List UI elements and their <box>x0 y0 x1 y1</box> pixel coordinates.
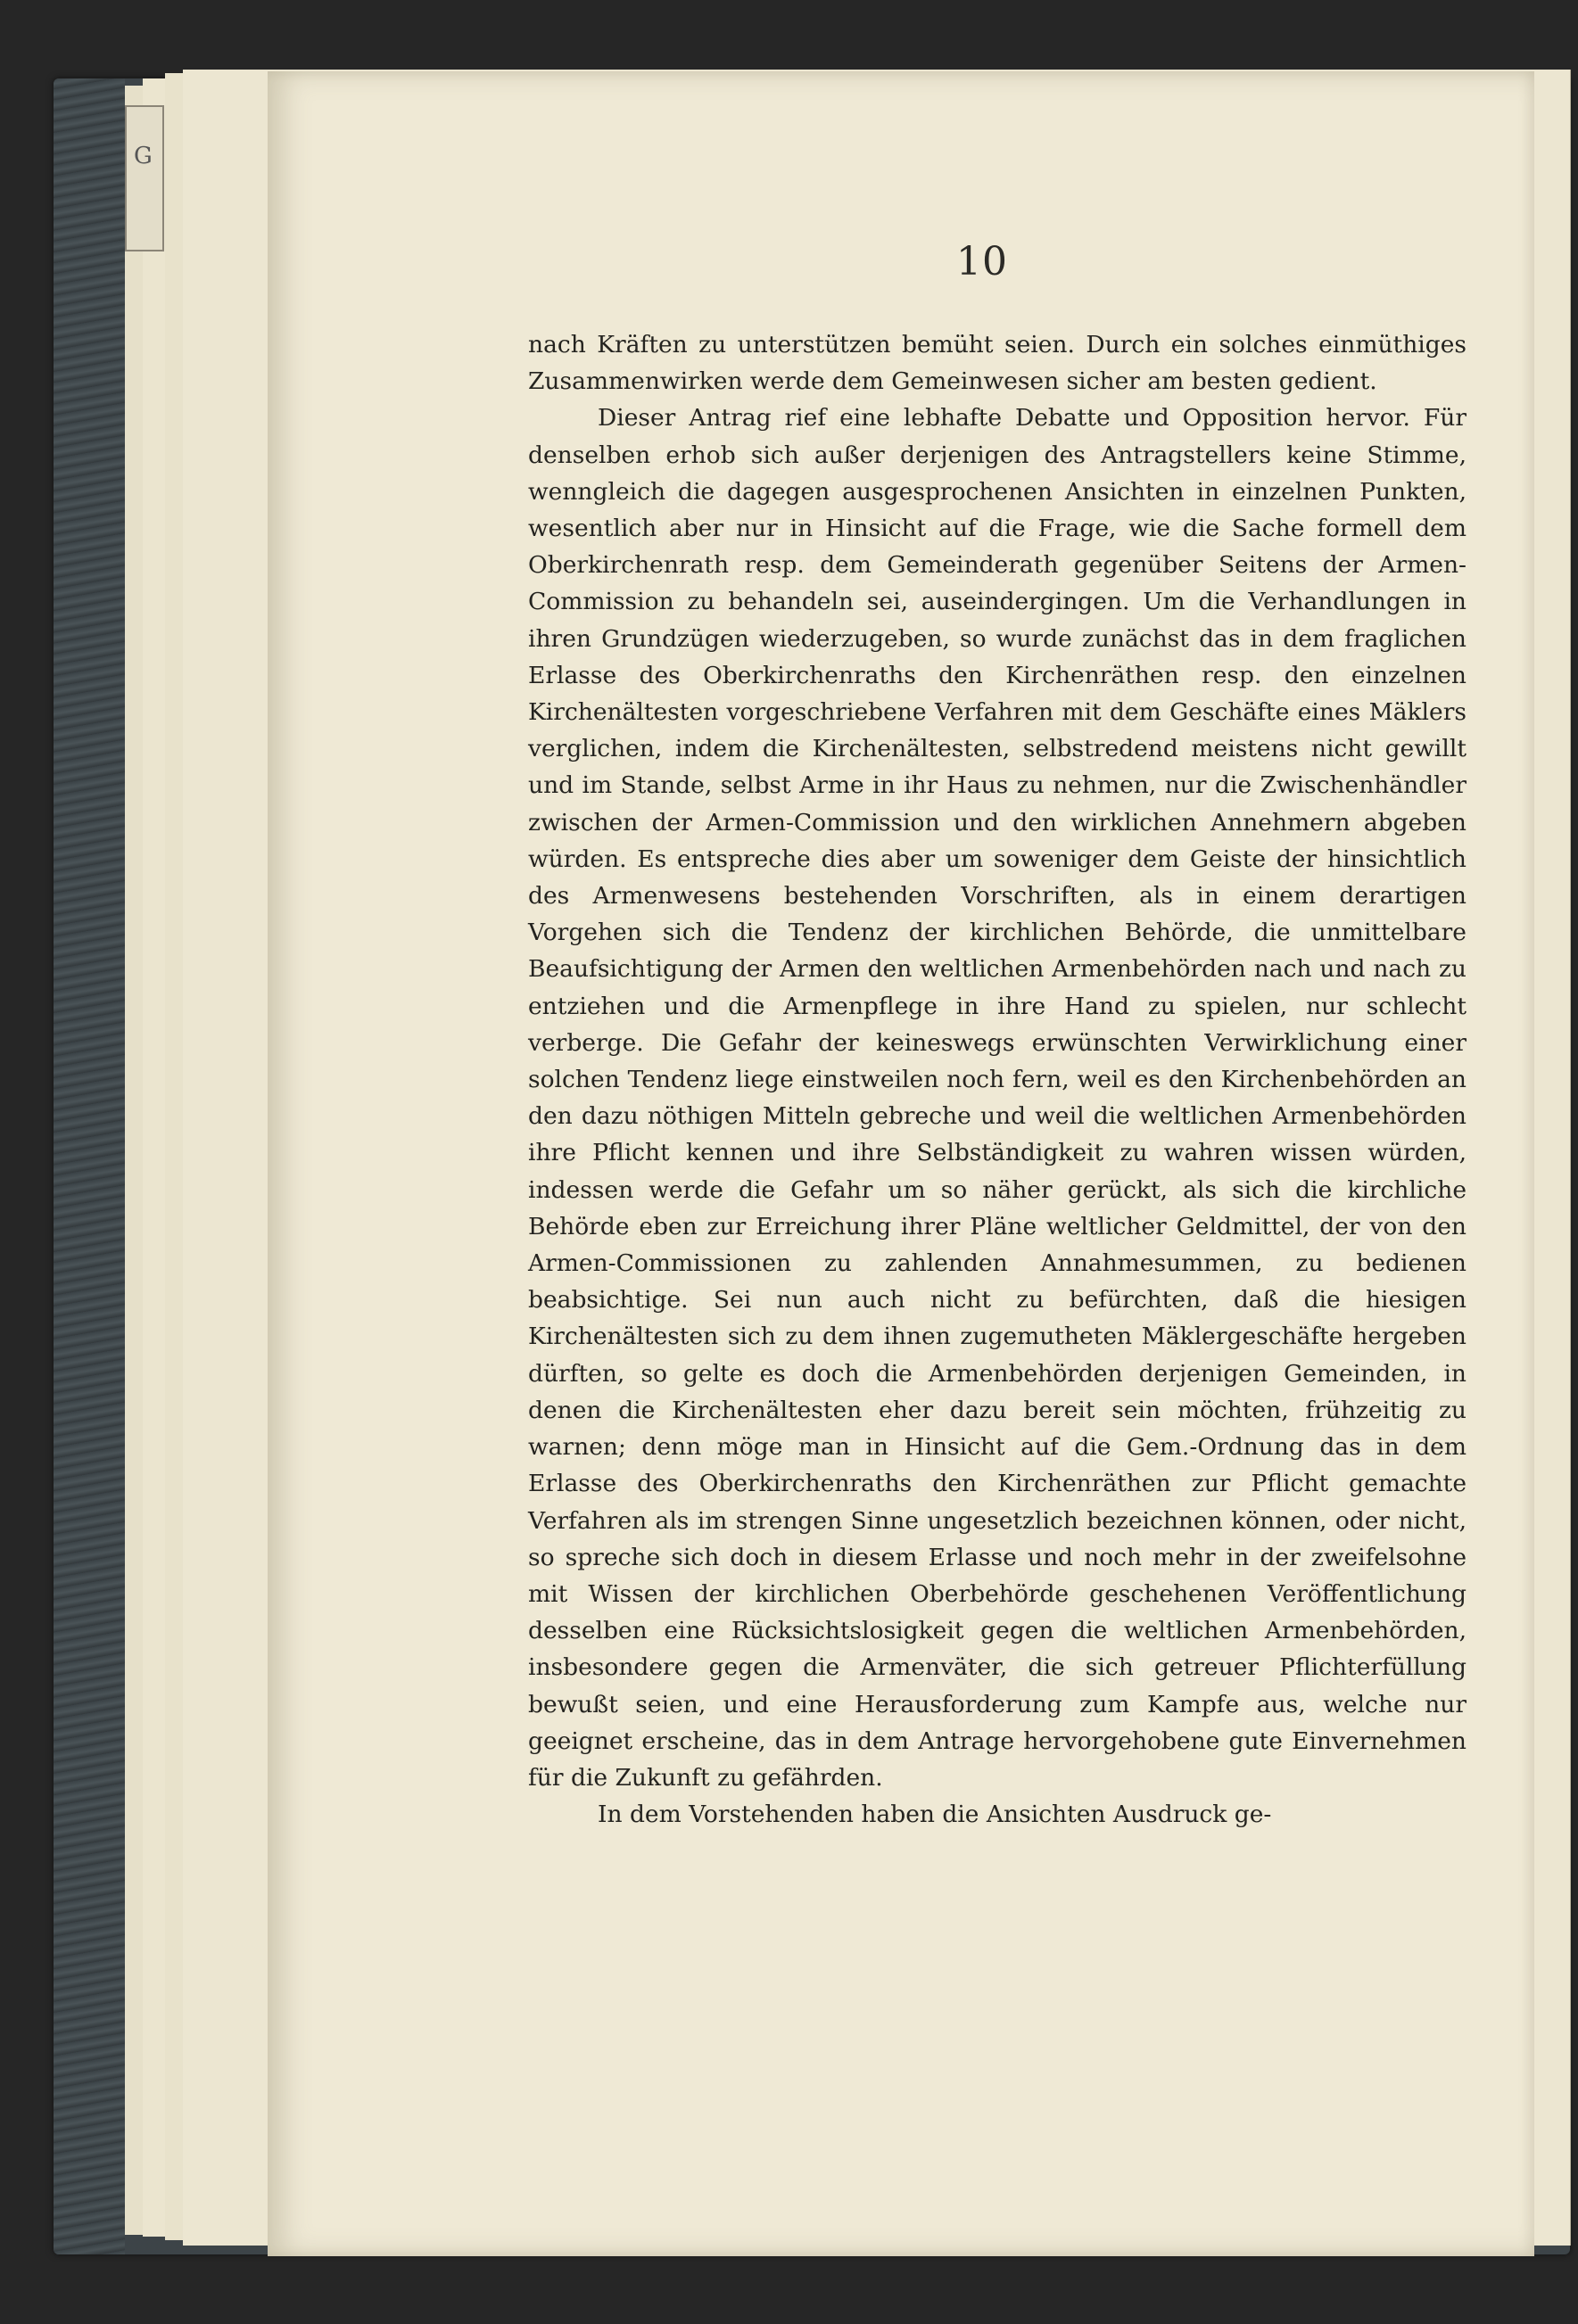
cover-edge <box>54 78 125 2254</box>
spine-label <box>125 105 164 251</box>
paragraph: nach Kräften zu unterstützen bemüht seien. Durch ein solches einmüthiges Zusammenwirken werde dem Gemeinwesen sicher am besten gedient. <box>528 331 1466 396</box>
paragraph: In dem Vorstehenden haben die Ansichten Ausdruck ge- <box>598 1801 1272 1829</box>
page-text <box>528 326 1466 1833</box>
page-number: 10 <box>956 239 1008 284</box>
spine-label-text: G <box>134 143 153 169</box>
paragraph: Dieser Antrag rief eine lebhafte Debatte und Opposition hervor. Für denselben erhob sich außer derjenigen des Antragstellers keine Stimme, wenngleich die dagegen ausgesprochenen Ansichten in einzelnen Punkten, wesentlich aber nur in Hinsicht auf die Frage, wie die Sache formell dem Oberkirchenrath resp. dem Gemeinderath gegenüber Seitens der Armen-Commission zu behandeln sei, auseindergingen. Um die Verhandlungen in ihren Grundzügen wiederzugeben, so wurde zunächst das in dem fraglichen Erlasse des Oberkirchenraths den Kirchenräthen resp. den einzelnen Kirchenältesten vorgeschriebene Verfahren mit dem Geschäfte eines Mäklers verglichen, indem die Kirchenältesten, selbstredend meistens nicht gewillt und im Stande, selbst Arme in ihr Haus zu nehmen, nur die Zwischenhändler zwischen der Armen-Commission und den wirklichen Annehmern abgeben würden. Es entspreche dies aber um soweniger dem Geiste der hinsichtlich des Armenwesens bestehenden Vorschriften, als in einem derartigen Vorgehen sich die Tendenz der kirchlichen Behörde, die unmittelbare Beaufsichtigung der Armen den weltlichen Armenbehörden nach und nach zu entziehen und die Armenpflege in ihre Hand zu spielen, nur schlecht verberge. Die Gefahr der keineswegs erwünschten Verwirklichung einer solchen Tendenz liege einstweilen noch fern, weil es den Kirchenbehörden an den dazu nöthigen Mitteln gebreche und weil die weltlichen Armenbehörden ihre Pflicht kennen und ihre Selbständigkeit zu wahren wissen würden, indessen werde die Gefahr um so näher gerückt, als sich die kirchliche Behörde eben zur Erreichung ihrer Pläne weltlicher Geldmittel, der von den Armen-Commissionen zu zahlenden Annahmesummen, zu bedienen beabsichtige. Sei nun auch nicht zu befürchten, daß die hiesigen Kirchenältesten sich zu dem ihnen zugemutheten Mäklergeschäfte hergeben dürften, so gelte es doch die Armenbehörden derjenigen Gemeinden, in denen die Kirchenältesten eher dazu bereit sein möchten, frühzeitig zu warnen; denn möge man in Hinsicht auf die Gem.-Ordnung das in dem Erlasse des Oberkirchenraths den Kirchenräthen zur Pflicht gemachte Verfahren als im strengen Sinne ungesetzlich bezeichnen können, oder nicht, so spreche sich doch in diesem Erlasse und noch mehr in der zweifelsohne mit Wissen der kirchlichen Oberbehörde geschehenen Veröffentlichung desselben eine Rücksichtslosigkeit gegen die weltlichen Armenbehörden, insbesondere gegen die Armenväter, die sich getreuer Pflichterfüllung bewußt seien, und eine Herausforderung zum Kampfe aus, welche nur geeignet erscheine, das in dem Antrage hervorgehobene gute Einvernehmen für die Zukunft zu gefährden. <box>528 404 1466 1792</box>
